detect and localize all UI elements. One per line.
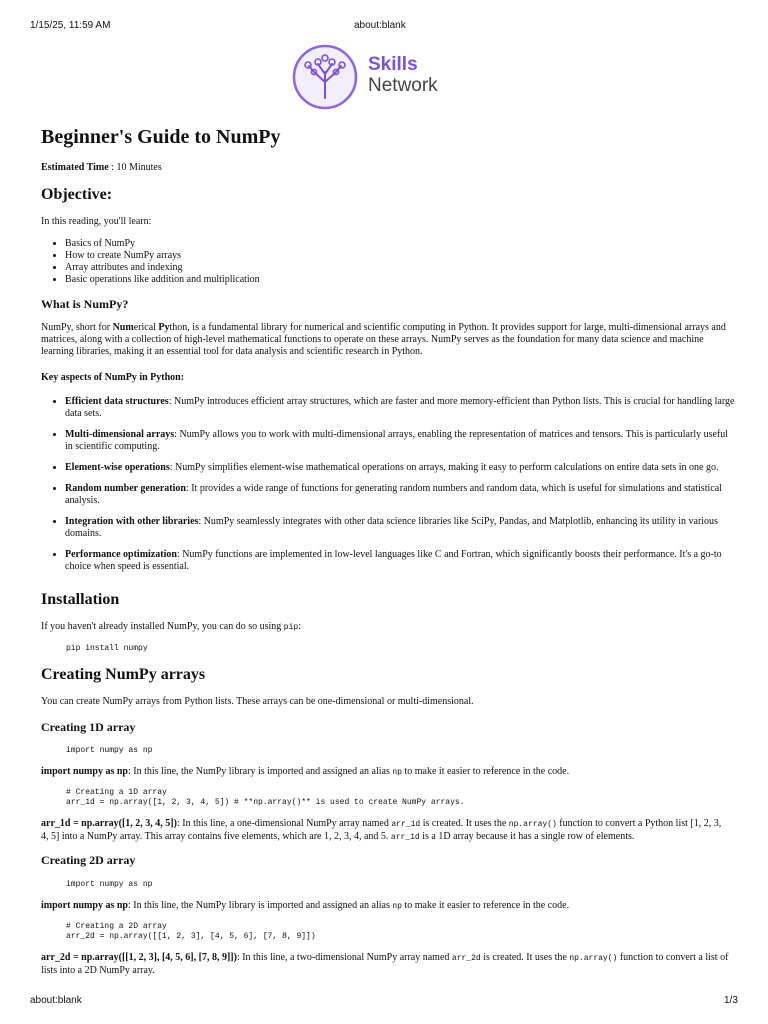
list-item xyxy=(65,516,735,540)
estimated-time xyxy=(41,162,162,174)
text-span: is created. It uses the xyxy=(420,818,509,829)
skills-network-logo xyxy=(290,42,490,112)
list-item xyxy=(65,396,735,420)
term: Integration with other libraries xyxy=(65,516,199,527)
list-item: • How to create NumPy arrays xyxy=(65,250,260,262)
print-title: about:blank xyxy=(354,20,406,31)
list-item xyxy=(65,483,735,507)
print-datetime: 1/15/25, 11:59 AM xyxy=(30,20,111,31)
inline-code: np.array() xyxy=(508,820,557,829)
text-span: erical xyxy=(133,322,159,333)
code-block: import numpy as np xyxy=(66,880,153,889)
text-span: thon, is a fundamental library for numerical and scientific computing in Python. It provides support for large, multi-dimensional arrays and matrices, along with a collection of high-level mathematical functions to operate on these arrays. NumPy serves as the foundation for many data science and machine learning libraries, making it an essential tool for data analysis and scientific research in Python. xyxy=(41,322,726,357)
installation-heading: Installation xyxy=(41,591,120,608)
logo-text-skills: Skills xyxy=(368,54,418,75)
page-title: Beginner's Guide to NumPy xyxy=(41,126,281,148)
inline-code: np xyxy=(392,902,402,911)
objective-list xyxy=(41,238,260,286)
explanation-1d-import xyxy=(41,766,731,779)
text-span: If you haven't already installed NumPy, you can do so using xyxy=(41,621,284,632)
term: Performance optimization xyxy=(65,549,177,560)
bold-span: arr_2d = np.array([[1, 2, 3], [4, 5, 6], [7, 8, 9]]) xyxy=(41,952,237,963)
inline-code: arr_1d xyxy=(391,820,421,829)
objective-intro: In this reading, you'll learn: xyxy=(41,216,152,227)
bold-span: Num xyxy=(112,322,134,333)
text-span: function to convert a list of lists into a 2D NumPy array. xyxy=(41,952,729,976)
tree-icon xyxy=(290,42,360,112)
desc: : NumPy functions are implemented in low-level languages like C and Fortran, which significantly boosts their performance. It's a go-to choice when speed is essential. xyxy=(65,549,722,572)
inline-code: arr_2d xyxy=(451,954,481,963)
text-span: function to convert a Python list [1, 2, 3, 4, 5] into a NumPy array. This array contains five elements, which are 1, 2, 3, 4, and 5. xyxy=(41,818,722,842)
text-span: to make it easier to reference in the code. xyxy=(401,766,570,777)
text-span: : In this line, a one-dimensional NumPy array named xyxy=(176,818,392,829)
list-item xyxy=(65,429,735,453)
bold-span: arr_1d = np.array([1, 2, 3, 4, 5]) xyxy=(41,818,177,829)
list-item: • Array attributes and indexing xyxy=(65,262,260,274)
code-block: pip install numpy xyxy=(66,644,148,653)
list-item xyxy=(65,462,735,474)
text-span: : In this line, a two-dimensional NumPy array named xyxy=(236,952,452,963)
explanation-2d-import xyxy=(41,900,731,913)
installation-text xyxy=(41,621,301,634)
text-span: : In this line, the NumPy library is imported and assigned an alias xyxy=(127,766,393,777)
text-span: NumPy, short for xyxy=(41,322,113,333)
code-block: import numpy as np xyxy=(66,746,153,755)
bold-span: import numpy as np xyxy=(41,766,128,777)
estimated-time-label: Estimated Time xyxy=(41,162,109,173)
creating-text: You can create NumPy arrays from Python lists. These arrays can be one-dimensional or multi-dimensional. xyxy=(41,696,474,707)
text-span: : xyxy=(298,621,301,632)
aspects-list xyxy=(41,396,735,573)
text-span: to make it easier to reference in the code. xyxy=(401,900,570,911)
objective-heading: Objective: xyxy=(41,186,113,203)
code-block: # Creating a 2D array arr_2d = np.array([[1, 2, 3], [4, 5, 6], [7, 8, 9]]) xyxy=(66,922,316,941)
inline-code: arr_1d xyxy=(390,833,420,842)
desc: : NumPy seamlessly integrates with other data science libraries like SciPy, Pandas, and Matplotlib, enhancing its utility in various domains. xyxy=(65,516,718,539)
text-span: : In this line, the NumPy library is imported and assigned an alias xyxy=(127,900,393,911)
explanation-1d-array xyxy=(41,818,731,844)
term: Random number generation xyxy=(65,483,186,494)
explanation-2d-array xyxy=(41,952,731,977)
bold-span: import numpy as np xyxy=(41,900,128,911)
term: Multi-dimensional arrays xyxy=(65,429,175,440)
creating-1d-heading: Creating 1D array xyxy=(41,720,136,734)
estimated-time-value: : 10 Minutes xyxy=(108,162,162,173)
bold-span: Py xyxy=(158,322,170,333)
desc: : NumPy simplifies element-wise mathematical operations on arrays, making it easy to perform calculations on entire data sets in one go. xyxy=(169,462,719,473)
logo-text-network: Network xyxy=(368,75,438,96)
list-item: • Basics of NumPy xyxy=(65,238,260,250)
text-span: is a 1D array because it has a single row of elements. xyxy=(419,831,635,842)
text-span: is created. It uses the xyxy=(480,952,570,963)
what-heading: What is NumPy? xyxy=(41,297,129,311)
what-paragraph xyxy=(41,322,731,358)
code-block: # Creating a 1D array arr_1d = np.array([1, 2, 3, 4, 5]) # **np.array()** is used to create NumPy arrays. xyxy=(66,788,465,807)
list-item xyxy=(65,549,735,573)
desc: : NumPy allows you to work with multi-dimensional arrays, enabling the representation of matrices and tensors. This is particularly useful in scientific computing. xyxy=(65,429,729,452)
desc: : It provides a wide range of functions for generating random numbers and random data, which is useful for simulations and statistical analysis. xyxy=(65,483,722,506)
term: Element-wise operations xyxy=(65,462,170,473)
print-page-number: 1/3 xyxy=(724,995,738,1006)
list-item: • Basic operations like addition and multiplication xyxy=(65,274,260,286)
inline-code: np xyxy=(392,768,402,777)
term: Efficient data structures xyxy=(65,396,169,407)
creating-2d-heading: Creating 2D array xyxy=(41,853,136,867)
print-footer-url: about:blank xyxy=(30,995,82,1006)
desc: : NumPy introduces efficient array structures, which are faster and more memory-efficient than Python lists. This is crucial for handling large data sets. xyxy=(65,396,735,419)
inline-code: np.array() xyxy=(569,954,618,963)
aspects-heading: Key aspects of NumPy in Python: xyxy=(41,372,185,383)
inline-code: pip xyxy=(283,623,299,632)
creating-heading: Creating NumPy arrays xyxy=(41,666,206,683)
